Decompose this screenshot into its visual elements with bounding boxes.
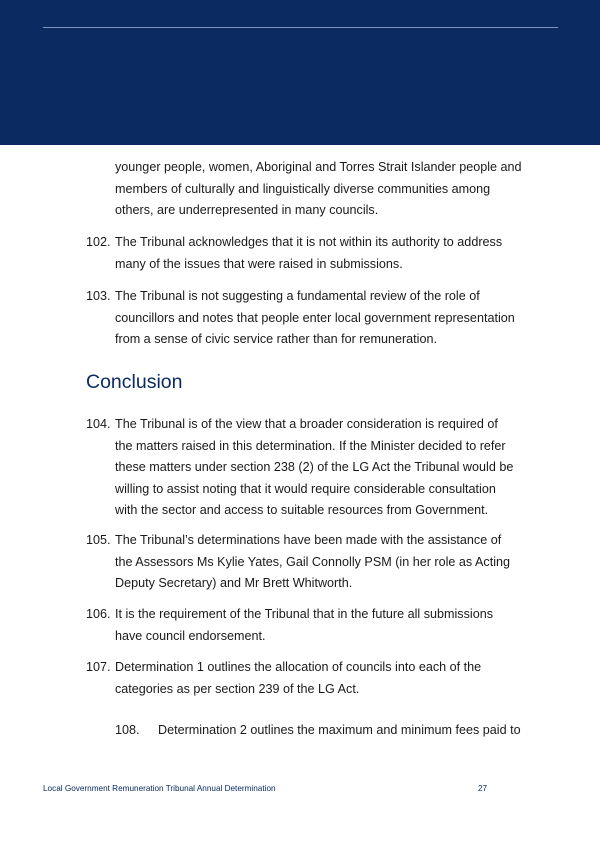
footer-title: Local Government Remuneration Tribunal Annual Determination [43, 784, 276, 793]
paragraph-104 [86, 414, 516, 522]
page-number: 27 [478, 784, 488, 793]
paragraph-text: Determination 2 outlines the maximum and minimum fees paid to [158, 723, 521, 737]
paragraph-number: 104. [86, 417, 111, 431]
header-banner [0, 0, 600, 145]
paragraph-106 [86, 604, 516, 647]
paragraph-number: 102. [86, 235, 111, 249]
paragraph-number: 106. [86, 607, 111, 621]
continuation-text: younger people, women, Aboriginal and Torres Strait Islander people and members of culturally and linguistically diverse communities among others, are underrepresented in many councils. [115, 160, 522, 217]
header-rule [43, 27, 558, 28]
paragraph-text: The Tribunal is not suggesting a fundamental review of the role of councillors and notes that people enter local government representation from a sense of civic service rather than for remuneration. [115, 289, 515, 346]
paragraph-number: 103. [86, 289, 111, 303]
paragraph-107 [86, 657, 516, 700]
section-heading: Conclusion [86, 371, 183, 393]
paragraph-number: 107. [86, 660, 111, 674]
paragraph-text: The Tribunal is of the view that a broader consideration is required of the matters raised in this determination. If the Minister decided to refer these matters under section 238 (2) of the LG Act the Tribunal would be willing to assist noting that it would require considerable consultation with the sector and access to suitable resources from Government. [115, 417, 514, 517]
paragraph-108 [115, 720, 535, 742]
paragraph-103 [86, 286, 516, 351]
paragraph-105 [86, 530, 516, 595]
paragraph-text: Determination 1 outlines the allocation of councils into each of the categories as per section 239 of the LG Act. [115, 660, 482, 696]
paragraph-text: The Tribunal acknowledges that it is not within its authority to address many of the issues that were raised in submissions. [115, 235, 503, 271]
paragraph-text: It is the requirement of the Tribunal that in the future all submissions have council endorsement. [115, 607, 494, 643]
paragraph-number: 105. [86, 533, 111, 547]
paragraph-text: The Tribunal’s determinations have been made with the assistance of the Assessors Ms Kylie Yates, Gail Connolly PSM (in her role as Acting Deputy Secretary) and Mr Brett Whitworth. [115, 533, 511, 590]
paragraph-102 [86, 232, 516, 275]
paragraph-number: 108. [115, 723, 140, 737]
